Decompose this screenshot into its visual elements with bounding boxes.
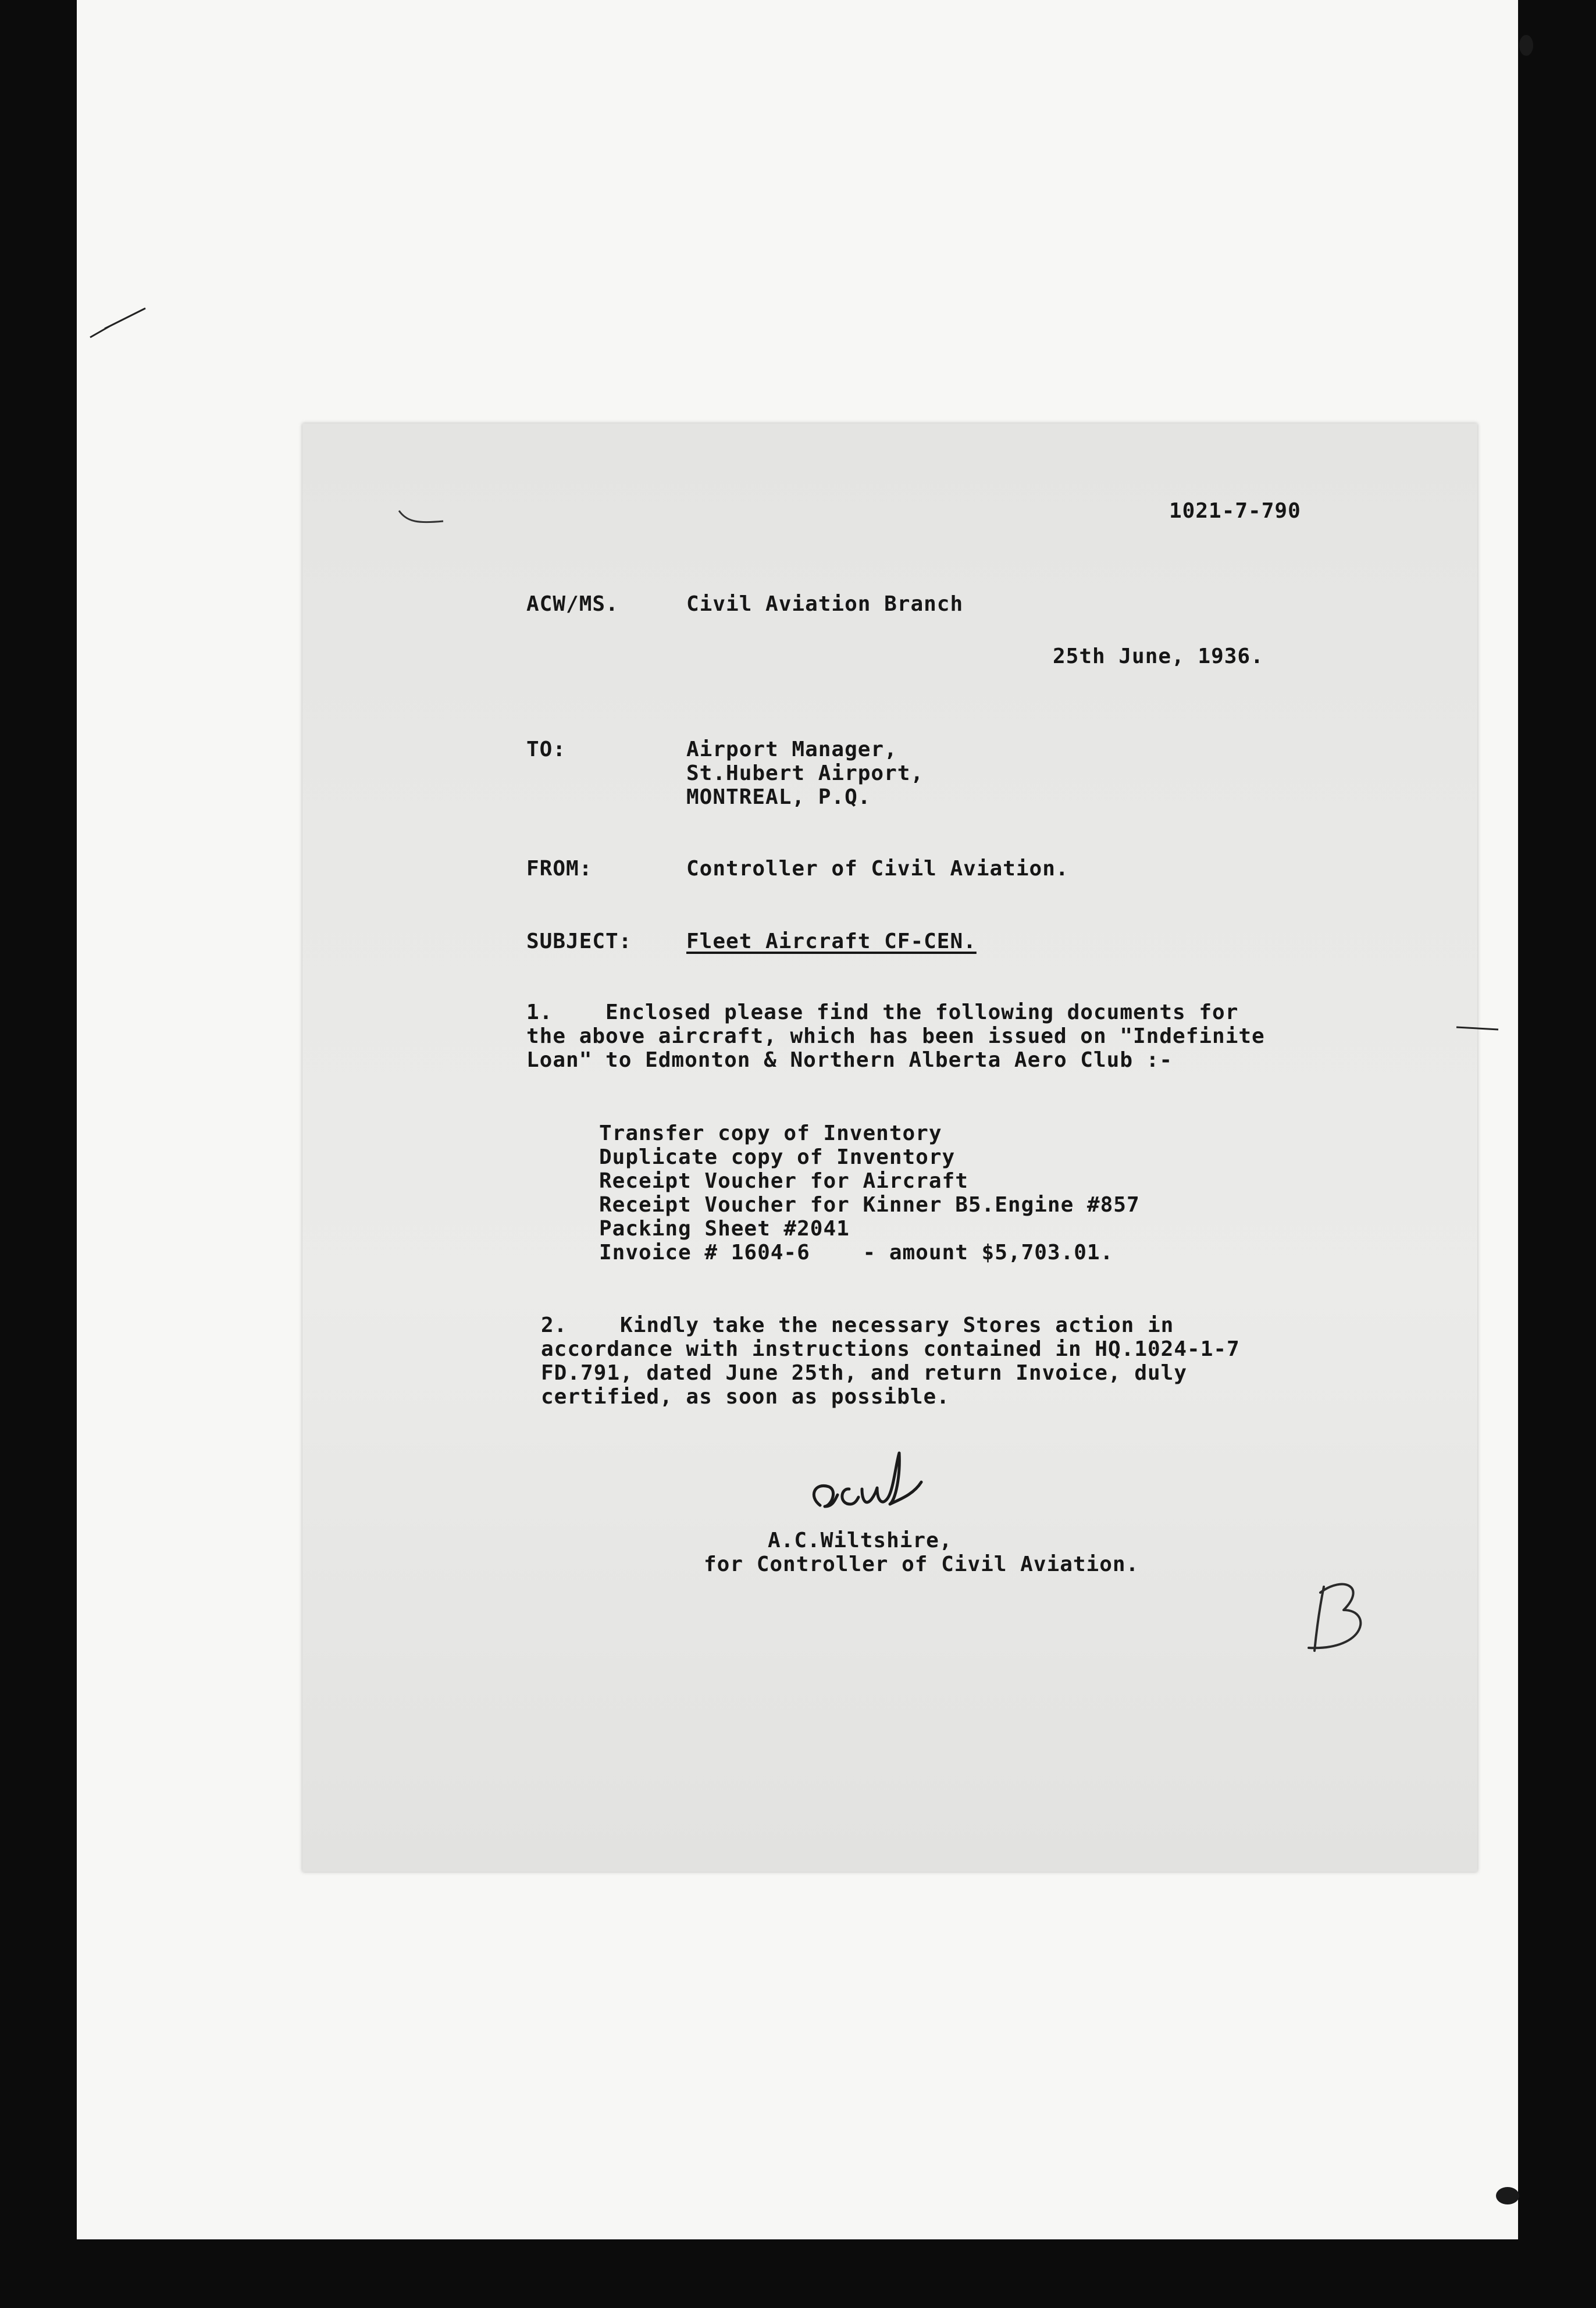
from-value: Controller of Civil Aviation.: [686, 857, 1069, 881]
office-name: Civil Aviation Branch: [686, 592, 964, 616]
signatory-name: A.C.Wiltshire,: [768, 1529, 953, 1552]
paragraph-2-line: certified, as soon as possible.: [541, 1385, 950, 1409]
handwritten-signature: [797, 1441, 948, 1529]
to-line: MONTREAL, P.Q.: [686, 785, 871, 809]
enclosure-item: Receipt Voucher for Aircraft: [599, 1169, 968, 1193]
handwritten-page-mark: [1297, 1575, 1378, 1662]
letter-date: 25th June, 1936.: [1053, 644, 1264, 668]
from-label: FROM:: [526, 857, 593, 881]
enclosure-item: Receipt Voucher for Kinner B5.Engine #857: [599, 1193, 1140, 1217]
enclosure-item: Duplicate copy of Inventory: [599, 1145, 956, 1169]
paragraph-2-line: FD.791, dated June 25th, and return Invoice, duly: [541, 1361, 1188, 1385]
to-line: Airport Manager,: [686, 738, 897, 761]
subject-value: Fleet Aircraft CF-CEN.: [686, 929, 977, 953]
film-speck: [1519, 35, 1533, 56]
to-line: St.Hubert Airport,: [686, 761, 924, 785]
paragraph-1-line: 1. Enclosed please find the following documents for: [526, 1000, 1239, 1024]
signatory-title: for Controller of Civil Aviation.: [704, 1552, 1139, 1576]
enclosure-item: Invoice # 1604-6 - amount $5,703.01.: [599, 1241, 1114, 1265]
enclosure-item: Packing Sheet #2041: [599, 1217, 850, 1241]
paragraph-2-line: accordance with instructions contained in HQ.1024-1-7: [541, 1337, 1240, 1361]
reference-code: ACW/MS.: [526, 592, 619, 616]
subject-label: SUBJECT:: [526, 929, 632, 953]
margin-pen-mark: [1454, 1017, 1501, 1040]
paragraph-1-line: Loan" to Edmonton & Northern Alberta Aero Club :-: [526, 1048, 1173, 1072]
film-speck: [1496, 2187, 1519, 2204]
enclosure-item: Transfer copy of Inventory: [599, 1121, 942, 1145]
file-number: 1021-7-790: [1169, 499, 1301, 523]
margin-pen-mark: [396, 505, 448, 528]
paragraph-1-line: the above aircraft, which has been issued on "Indefinite: [526, 1024, 1265, 1048]
paragraph-2-line: 2. Kindly take the necessary Stores action in: [541, 1313, 1174, 1337]
margin-pen-mark: [87, 302, 157, 349]
document-sheet: [302, 423, 1477, 1872]
to-label: TO:: [526, 738, 567, 761]
